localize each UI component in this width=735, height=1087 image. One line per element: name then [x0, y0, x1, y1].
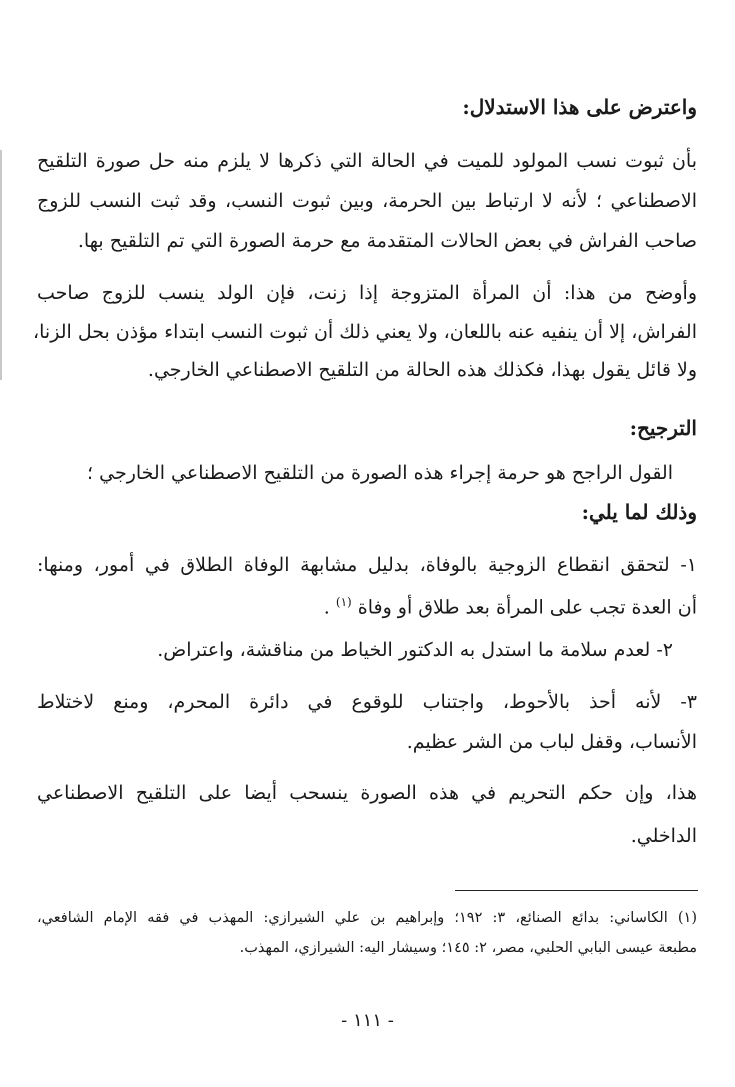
- reasons-heading: وذلك لما يلي:: [581, 500, 697, 524]
- paragraph3: القول الراجح هو حرمة إجراء هذه الصورة من التلقيح الاصطناعي الخارجي ؛: [87, 462, 673, 484]
- footnote-line2: مطبعة عيسى البابي الحلبي، مصر، ٢: ١٤٥؛ وسيشار اليه: الشيرازي، المهذب.: [239, 940, 697, 956]
- paragraph2-line1: وأوضح من هذا: أن المرأة المتزوجة إذا زنت، فإن الولد ينسب للزوج صاحب: [37, 282, 697, 304]
- reason1-line1: ١- لتحقق انقطاع الزوجية بالوفاة، بدليل مشابهة الوفاة الطلاق في أمور، ومنها:: [37, 554, 697, 576]
- reason3-line2: الأنساب، وقفل لباب من الشر عظيم.: [406, 731, 697, 753]
- paragraph4-line2: الداخلي.: [630, 825, 697, 847]
- paragraph2-line3: ولا قائل يقول بهذا، فكذلك هذه الحالة من التلقيح الاصطناعي الخارجي.: [147, 359, 697, 381]
- footnote-marker: (١): [335, 595, 352, 609]
- paragraph2-line2: الفراش، إلا أن ينفيه عنه باللعان، ولا يعني ذلك أن ثبوت النسب ابتداء مؤذن بحل الزنا،: [33, 321, 697, 343]
- reason2: ٢- لعدم سلامة ما استدل به الدكتور الخياط من مناقشة، واعتراض.: [157, 639, 673, 661]
- reason1-text: أن العدة تجب على المرأة بعد طلاق أو وفاة: [357, 596, 697, 619]
- preference-heading: الترجيح:: [629, 416, 697, 440]
- reason1-end: .: [323, 596, 336, 619]
- paragraph1-line1: بأن ثبوت نسب المولود للميت في الحالة التي ذكرها لا يلزم منه حل صورة التلقيح: [37, 150, 697, 172]
- reason3-line1: ٣- لأنه أحذ بالأحوط، واجتناب للوقوع في دائرة المحرم، ومنع لاختلاط: [37, 691, 697, 713]
- paragraph1-line3: صاحب الفراش في بعض الحالات المتقدمة مع حرمة الصورة التي تم التلقيح بها.: [77, 230, 697, 252]
- objection-heading: واعترض على هذا الاستدلال:: [462, 95, 697, 119]
- paragraph1-line2: الاصطناعي ؛ لأنه لا ارتباط بين الحرمة، وبين ثبوت النسب، وقد ثبت النسب للزوج: [37, 190, 697, 212]
- footnote-separator: [455, 890, 698, 891]
- footnote-line1: (١) الكاساني: بدائع الصنائع، ٣: ١٩٢؛ وإبراهيم بن علي الشيرازي: المهذب في فقه الإمام الشافعي،: [37, 910, 698, 926]
- paragraph4-line1: هذا، وإن حكم التحريم في هذه الصورة ينسحب أيضا على التلقيح الاصطناعي: [37, 782, 697, 804]
- reason1-line2: [37, 587, 697, 622]
- scan-edge-shadow: [0, 150, 2, 380]
- page-number: - ١١١ -: [341, 1010, 394, 1031]
